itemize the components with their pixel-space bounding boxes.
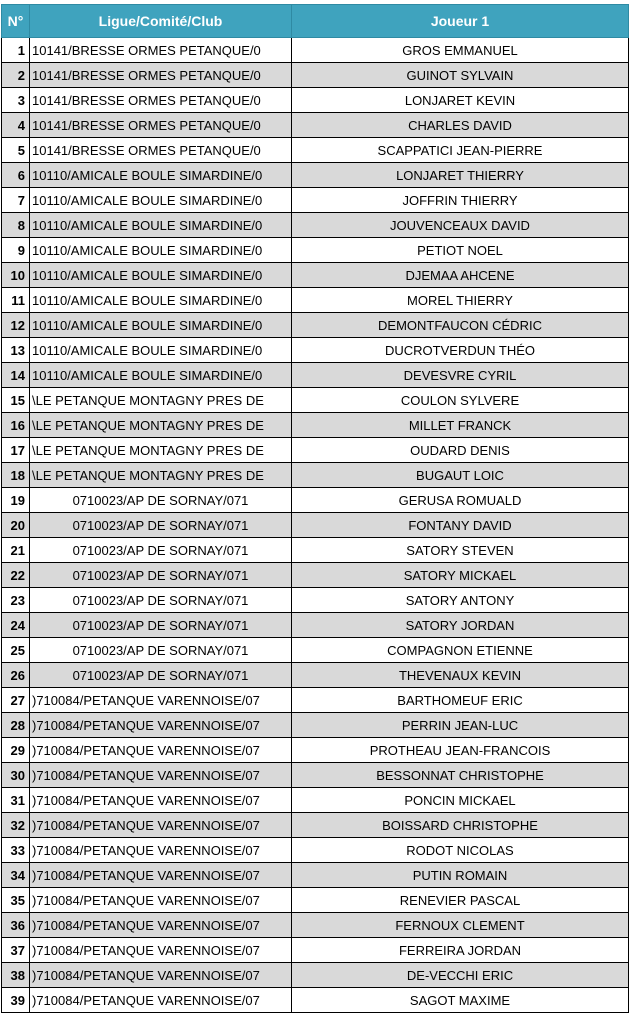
table-row: [2, 563, 629, 588]
club-cell: )710084/PETANQUE VARENNOISE/07: [30, 763, 292, 788]
table-row: [2, 663, 629, 688]
table-row: [2, 313, 629, 338]
club-cell: )710084/PETANQUE VARENNOISE/07: [30, 788, 292, 813]
table-row: [2, 288, 629, 313]
table-row: [2, 913, 629, 938]
row-number: 7: [2, 188, 30, 213]
row-number: 38: [2, 963, 30, 988]
table-row: [2, 413, 629, 438]
player-cell: SAGOT MAXIME: [292, 988, 629, 1013]
player-cell: PUTIN ROMAIN: [292, 863, 629, 888]
players-table: [1, 4, 629, 1013]
row-number: 35: [2, 888, 30, 913]
row-number: 17: [2, 438, 30, 463]
club-cell: 0710023/AP DE SORNAY/071: [30, 663, 292, 688]
row-number: 25: [2, 638, 30, 663]
club-cell: )710084/PETANQUE VARENNOISE/07: [30, 838, 292, 863]
table-row: [2, 963, 629, 988]
player-cell: COMPAGNON ETIENNE: [292, 638, 629, 663]
club-cell: 10110/AMICALE BOULE SIMARDINE/0: [30, 363, 292, 388]
player-cell: DJEMAA AHCENE: [292, 263, 629, 288]
row-number: 11: [2, 288, 30, 313]
row-number: 37: [2, 938, 30, 963]
club-cell: 10110/AMICALE BOULE SIMARDINE/0: [30, 238, 292, 263]
club-cell: 0710023/AP DE SORNAY/071: [30, 613, 292, 638]
row-number: 3: [2, 88, 30, 113]
player-cell: MOREL THIERRY: [292, 288, 629, 313]
player-cell: FERNOUX CLEMENT: [292, 913, 629, 938]
row-number: 26: [2, 663, 30, 688]
table-row: [2, 138, 629, 163]
player-cell: CHARLES DAVID: [292, 113, 629, 138]
table-row: [2, 888, 629, 913]
club-cell: 10110/AMICALE BOULE SIMARDINE/0: [30, 213, 292, 238]
player-cell: RODOT NICOLAS: [292, 838, 629, 863]
table-row: [2, 863, 629, 888]
row-number: 19: [2, 488, 30, 513]
row-number: 27: [2, 688, 30, 713]
table-row: [2, 238, 629, 263]
row-number: 22: [2, 563, 30, 588]
player-cell: PERRIN JEAN-LUC: [292, 713, 629, 738]
club-cell: )710084/PETANQUE VARENNOISE/07: [30, 913, 292, 938]
row-number: 21: [2, 538, 30, 563]
row-number: 36: [2, 913, 30, 938]
row-number: 30: [2, 763, 30, 788]
club-cell: 0710023/AP DE SORNAY/071: [30, 588, 292, 613]
row-number: 32: [2, 813, 30, 838]
club-cell: 10141/BRESSE ORMES PETANQUE/0: [30, 113, 292, 138]
header-number: N°: [2, 5, 30, 38]
header-club: Ligue/Comité/Club: [30, 5, 292, 38]
table-row: [2, 488, 629, 513]
club-cell: )710084/PETANQUE VARENNOISE/07: [30, 813, 292, 838]
club-cell: 10141/BRESSE ORMES PETANQUE/0: [30, 138, 292, 163]
player-cell: BOISSARD CHRISTOPHE: [292, 813, 629, 838]
row-number: 6: [2, 163, 30, 188]
club-cell: 10110/AMICALE BOULE SIMARDINE/0: [30, 163, 292, 188]
player-cell: PETIOT NOEL: [292, 238, 629, 263]
table-row: [2, 63, 629, 88]
row-number: 20: [2, 513, 30, 538]
table-row: [2, 188, 629, 213]
club-cell: 10110/AMICALE BOULE SIMARDINE/0: [30, 263, 292, 288]
row-number: 1: [2, 38, 30, 63]
club-cell: 0710023/AP DE SORNAY/071: [30, 638, 292, 663]
table-row: [2, 88, 629, 113]
club-cell: 10110/AMICALE BOULE SIMARDINE/0: [30, 313, 292, 338]
player-cell: JOUVENCEAUX DAVID: [292, 213, 629, 238]
club-cell: \LE PETANQUE MONTAGNY PRES DE: [30, 463, 292, 488]
club-cell: )710084/PETANQUE VARENNOISE/07: [30, 688, 292, 713]
player-cell: LONJARET KEVIN: [292, 88, 629, 113]
table-row: [2, 363, 629, 388]
table-row: [2, 638, 629, 663]
table-row: [2, 688, 629, 713]
club-cell: 0710023/AP DE SORNAY/071: [30, 538, 292, 563]
row-number: 16: [2, 413, 30, 438]
player-cell: PONCIN MICKAEL: [292, 788, 629, 813]
table-row: [2, 113, 629, 138]
player-cell: FONTANY DAVID: [292, 513, 629, 538]
table-row: [2, 813, 629, 838]
table-row: [2, 713, 629, 738]
player-cell: GERUSA ROMUALD: [292, 488, 629, 513]
player-cell: OUDARD DENIS: [292, 438, 629, 463]
club-cell: \LE PETANQUE MONTAGNY PRES DE: [30, 413, 292, 438]
player-cell: PROTHEAU JEAN-FRANCOIS: [292, 738, 629, 763]
club-cell: 10110/AMICALE BOULE SIMARDINE/0: [30, 288, 292, 313]
club-cell: )710084/PETANQUE VARENNOISE/07: [30, 888, 292, 913]
club-cell: )710084/PETANQUE VARENNOISE/07: [30, 713, 292, 738]
player-cell: SATORY MICKAEL: [292, 563, 629, 588]
table-row: [2, 163, 629, 188]
table-row: [2, 438, 629, 463]
player-cell: FERREIRA JORDAN: [292, 938, 629, 963]
table-row: [2, 613, 629, 638]
player-cell: THEVENAUX KEVIN: [292, 663, 629, 688]
club-cell: )710084/PETANQUE VARENNOISE/07: [30, 938, 292, 963]
club-cell: )710084/PETANQUE VARENNOISE/07: [30, 738, 292, 763]
row-number: 39: [2, 988, 30, 1013]
table-row: [2, 513, 629, 538]
player-cell: DUCROTVERDUN THÉO: [292, 338, 629, 363]
row-number: 4: [2, 113, 30, 138]
club-cell: \LE PETANQUE MONTAGNY PRES DE: [30, 438, 292, 463]
player-cell: SATORY ANTONY: [292, 588, 629, 613]
club-cell: )710084/PETANQUE VARENNOISE/07: [30, 988, 292, 1013]
table-row: [2, 763, 629, 788]
player-cell: BUGAUT LOIC: [292, 463, 629, 488]
player-cell: GUINOT SYLVAIN: [292, 63, 629, 88]
table-row: [2, 38, 629, 63]
table-row: [2, 463, 629, 488]
row-number: 18: [2, 463, 30, 488]
player-cell: BESSONNAT CHRISTOPHE: [292, 763, 629, 788]
row-number: 10: [2, 263, 30, 288]
club-cell: \LE PETANQUE MONTAGNY PRES DE: [30, 388, 292, 413]
player-cell: SATORY JORDAN: [292, 613, 629, 638]
row-number: 28: [2, 713, 30, 738]
club-cell: 10110/AMICALE BOULE SIMARDINE/0: [30, 188, 292, 213]
row-number: 8: [2, 213, 30, 238]
club-cell: )710084/PETANQUE VARENNOISE/07: [30, 963, 292, 988]
row-number: 34: [2, 863, 30, 888]
player-cell: GROS EMMANUEL: [292, 38, 629, 63]
row-number: 13: [2, 338, 30, 363]
row-number: 29: [2, 738, 30, 763]
row-number: 14: [2, 363, 30, 388]
row-number: 24: [2, 613, 30, 638]
table-row: [2, 388, 629, 413]
player-cell: DEVESVRE CYRIL: [292, 363, 629, 388]
row-number: 2: [2, 63, 30, 88]
club-cell: 10141/BRESSE ORMES PETANQUE/0: [30, 63, 292, 88]
table-row: [2, 538, 629, 563]
table-row: [2, 263, 629, 288]
club-cell: )710084/PETANQUE VARENNOISE/07: [30, 863, 292, 888]
table-row: [2, 788, 629, 813]
row-number: 5: [2, 138, 30, 163]
player-cell: SCAPPATICI JEAN-PIERRE: [292, 138, 629, 163]
player-cell: MILLET FRANCK: [292, 413, 629, 438]
player-cell: SATORY STEVEN: [292, 538, 629, 563]
header-row: [2, 5, 629, 38]
table-row: [2, 213, 629, 238]
club-cell: 0710023/AP DE SORNAY/071: [30, 513, 292, 538]
player-cell: BARTHOMEUF ERIC: [292, 688, 629, 713]
player-cell: DE-VECCHI ERIC: [292, 963, 629, 988]
row-number: 31: [2, 788, 30, 813]
table-row: [2, 738, 629, 763]
header-player: Joueur 1: [292, 5, 629, 38]
club-cell: 10110/AMICALE BOULE SIMARDINE/0: [30, 338, 292, 363]
table-row: [2, 838, 629, 863]
table-row: [2, 588, 629, 613]
player-cell: COULON SYLVERE: [292, 388, 629, 413]
player-cell: RENEVIER PASCAL: [292, 888, 629, 913]
table-row: [2, 988, 629, 1013]
table-row: [2, 338, 629, 363]
club-cell: 10141/BRESSE ORMES PETANQUE/0: [30, 38, 292, 63]
player-cell: LONJARET THIERRY: [292, 163, 629, 188]
player-cell: DEMONTFAUCON CÉDRIC: [292, 313, 629, 338]
row-number: 12: [2, 313, 30, 338]
club-cell: 0710023/AP DE SORNAY/071: [30, 488, 292, 513]
row-number: 15: [2, 388, 30, 413]
club-cell: 0710023/AP DE SORNAY/071: [30, 563, 292, 588]
club-cell: 10141/BRESSE ORMES PETANQUE/0: [30, 88, 292, 113]
row-number: 23: [2, 588, 30, 613]
row-number: 9: [2, 238, 30, 263]
row-number: 33: [2, 838, 30, 863]
player-cell: JOFFRIN THIERRY: [292, 188, 629, 213]
table-row: [2, 938, 629, 963]
